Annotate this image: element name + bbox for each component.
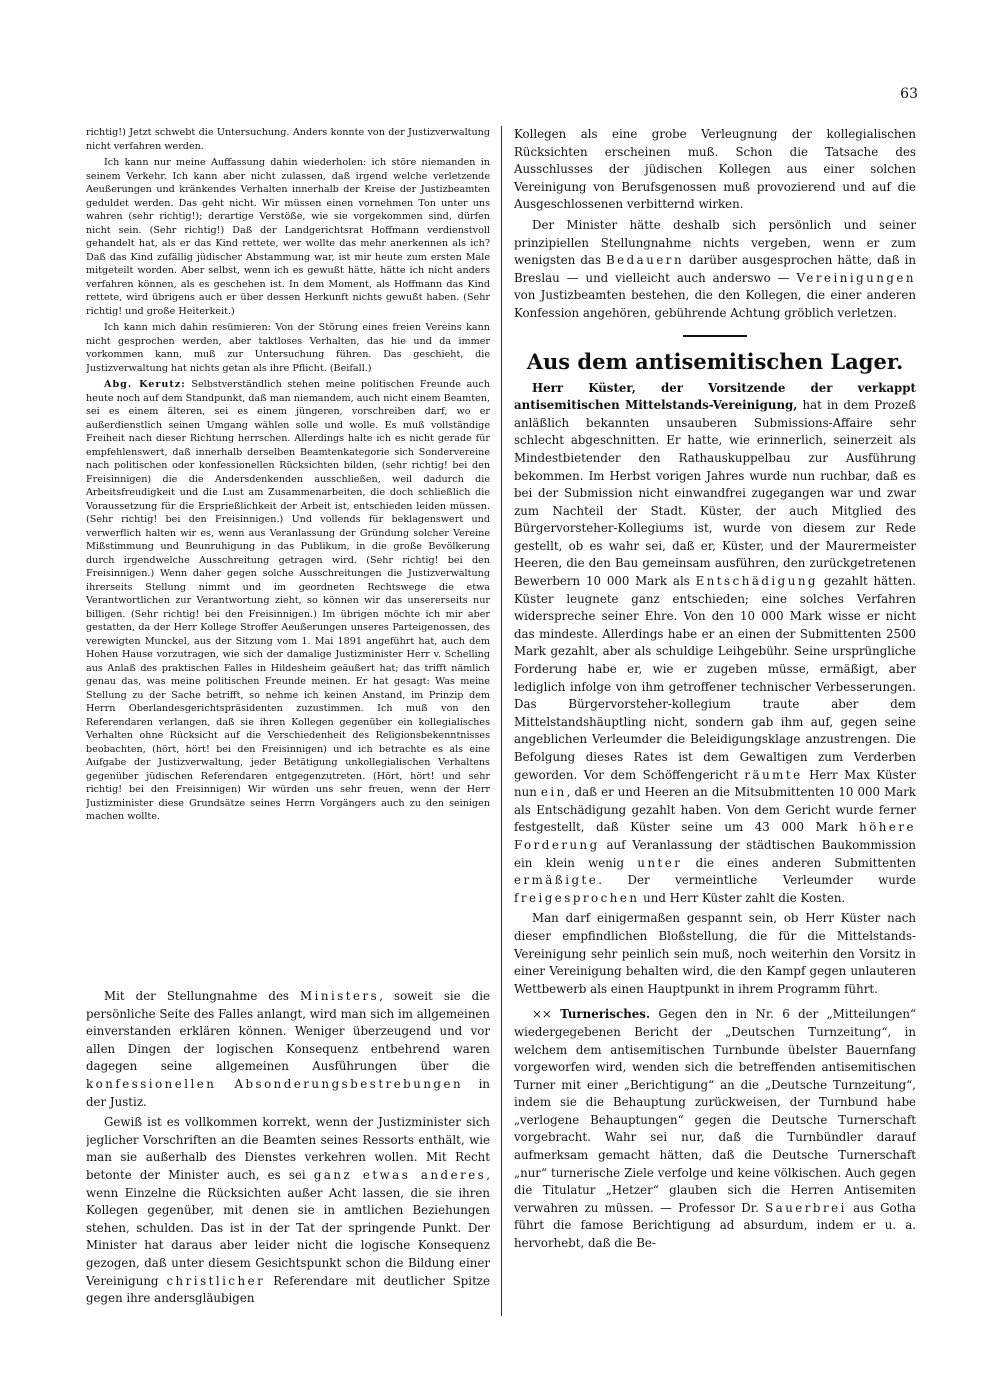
spaced-text: christlicher bbox=[166, 1273, 266, 1288]
spaced-text: ein bbox=[540, 785, 567, 800]
text: gezahlt hätten. Küster leugnete ganz entschieden; eine solches Verfahren widerspreche seiner Ehre. Von den 10 000 Mark wisse er nicht das mindeste. Allerdings habe er an einen der Submittenten 2500 Mark gezahlt, aber als schuldige Leihgebühr. Seine ursprüngliche Forderung habe er, wie er zugeben müsse, ermäßigt, aber lediglich infolge von ihm getroffener technischer Verbesserungen. Das Bürgervorsteher-kollegium traute aber dem Mittelstandshäuptling nicht, sondern gab ihm auf, gegen seine angeblichen Verleumder die Beleidigungsklage anzustrengen. Die Befolgung dieses Rates ist dem Gewaltigen zum Verderben geworden. Vor dem Schöffengericht bbox=[514, 574, 916, 782]
text: auf Veranlassung der städtischen Baukommission ein klein wenig bbox=[514, 837, 916, 870]
spaced-text: unter bbox=[637, 855, 683, 870]
spaced-text: ganz etwas anderes bbox=[313, 1167, 487, 1182]
text: die eines anderen Submittenten bbox=[682, 855, 916, 870]
text: in der Justiz. bbox=[86, 1076, 490, 1109]
section-heading: Aus dem antisemitischen Lager. bbox=[526, 348, 904, 374]
left-column-commentary bbox=[86, 988, 490, 1328]
paragraph: richtig!) Jetzt schwebt die Untersuchung. Anders konnte von der Justizverwaltung nicht verfahren werden. bbox=[86, 127, 490, 152]
paragraph: Kollegen als eine grobe Verleugnung der kollegialischen Rücksichten erscheinen muß. Schon die Tatsache des Ausschlusses der jüdischen Kollegen aus einer solchen Vereinigung von Berufsgenossen muß provozierend und auf die Ausgeschlossenen verbitternd wirken. bbox=[514, 127, 916, 212]
text: aus Gotha führt die famose Berichtigung ad absurdum, indem er u. a. hervorhebt, daß die Be- bbox=[514, 1200, 916, 1251]
paragraph bbox=[514, 217, 916, 323]
paragraph bbox=[86, 378, 490, 824]
right-column bbox=[514, 126, 916, 1351]
spaced-text: Vereinigungen bbox=[796, 270, 916, 285]
spaced-text: höhere Forderung bbox=[514, 820, 916, 852]
column-divider bbox=[501, 126, 502, 1316]
paragraph: Man darf einigermaßen gespannt sein, ob Herr Küster nach dieser empfindlichen Bloßstellung, die für die Mittelstands-Vereinigung sehr peinlich sein muß, noch weiterhin den Vorsitz in einer Vereinigung behalten wird, die den Kampf gegen unlauteren Wettbewerb als einen Hauptpunkt in ihrem Programm führt. bbox=[514, 911, 916, 996]
text: darüber ausgesprochen hätte, daß in Breslau — und vielleicht auch anderswo — bbox=[514, 253, 916, 285]
page-number: 63 bbox=[900, 86, 918, 102]
text: , wenn Einzelne die Rücksichten außer Acht lassen, die sie ihren Kollegen gegenüber, mit denen sie in amtlichen Beziehungen stehen, schulden. Das ist in der Tat der springende Punkt. Der Minister hat daraus aber leider nicht die logische Konsequenz gezogen, daß unter diesem Gesichtspunkt schon die Bildung einer Vereinigung bbox=[86, 1167, 490, 1288]
spaced-text: freigesprochen bbox=[514, 890, 640, 905]
text: Referendare mit deutlicher Spitze gegen ihre andersgläubigen bbox=[86, 1273, 490, 1306]
paragraph bbox=[514, 1006, 916, 1252]
spaced-text: Bedauern bbox=[605, 253, 685, 268]
spaced-text: räumte bbox=[744, 767, 803, 782]
text: , soweit sie die persönliche Seite des Falles anlangt, wird man sich im allgemeinen einverstanden erklären können. Weniger überzeugend und vor allen Dingen der logischen Konsequenz entbehrend waren dagegen seine allgemeinen Ausführungen über die bbox=[86, 989, 490, 1074]
text: Der Minister hätte deshalb sich persönlich und seiner prinzipiellen Stellungnahme nichts vergeben, wenn er zum wenigsten das bbox=[514, 217, 916, 268]
spaced-text: Entschädigung bbox=[695, 574, 818, 589]
section-rule bbox=[683, 335, 747, 337]
paragraph bbox=[86, 988, 490, 1111]
paragraph: Ich kann nur meine Auffassung dahin wiederholen: ich störe niemanden in seinem Verkehr. Ich kann aber nicht zulassen, daß irgend welche verletzende Aeußerungen und kränkendes Verhalten innerhalb der Kreise der Justizbeamten geduldet werden. Das geht nicht. Wir müssen einen vornehmen Ton unter uns wahren (sehr richtig!); derartige Verstöße, wie sie vorgekommen sind, dürfen nicht sein. (Sehr richtig!) Daß der Landgerichtsrat Hoffmann verdienstvoll gehandelt hat, als er das Kind rettete, wer wollte das mehr anerkennen als ich? Daß das Kind zufällig jüdischer Abstammung war, ist mir heute zum ersten Male mitgeteilt worden. Aber selbst, wenn ich es gewußt hätte, hätte ich nicht anders verfahren können, als es geschehen ist. In dem Moment, als Hoffmann das Kind rettete, wird übrigens auch er über dessen Herkunft nichts gewußt haben. (Sehr richtig! und große Heiterkeit.) bbox=[86, 157, 490, 317]
text: hat in dem Prozeß anläßlich bekannten unsauberen Submissions-Affaire sehr schlecht abgeschnitten. Er hatte, wie erinnerlich, seinerzeit als Mindestbietender den Rathauskuppelbau zur Ausführung bekommen. Im Herbst vorigen Jahres wurde nun ruchbar, daß es bei der Submission nicht einwandfrei zugegangen war und zwar zum Nachteil der Stadt. Küster, der auch Mitglied des Bürgervorsteher-Kollegiums ist, wurde von diesem zur Rede gestellt, ob es wahr sei, daß er, Küster, und der Maurermeister Heeren, die den Bau gemeinsam ausführen, den zurückgetretenen Bewerbern 10 000 Mark als bbox=[514, 398, 916, 589]
spaced-text: Ministers bbox=[300, 989, 380, 1003]
paragraph bbox=[86, 1114, 490, 1308]
spaced-text: Sauerbrei bbox=[765, 1200, 847, 1215]
bold-lead: Turnerisches. bbox=[560, 1007, 651, 1022]
speech-text: Selbstverständlich stehen meine politischen Freunde auch heute noch auf dem Standpunkt, daß man niemandem, auch nicht einem Beamten, sei es einem älteren, sei es einem jüngeren, vorschreiben darf, wo er außerdienstlich seinen Umgang wählen solle und wolle. Es muß vollständige Freiheit nach dieser Richtung herrschen. Allerdings halte ich es nicht gerade für empfehlenswert, daß innerhalb derselben Beamtenkategorie sich Sondervereine nach politischen oder konfessionellen Rücksichten bilden, (sehr richtig! bei den Freisinnigen) die die Andersdenkenden ausschließen, weil dadurch die Arbeitsfreudigkeit und die Lust am Zusammenarbeiten, die doch schließlich die Voraussetzung für die Ersprießlichkeit der Arbeit ist, entschieden leiden müssen. (Sehr richtig! bei den Freisinnigen.) Und vollends für beklagenswert und verwerflich halten wir es, wenn aus Veranlassung der Gründung solcher Vereine Mißstimmung und Beunruhigung in das Publikum, in die große Bevölkerung durch irgendwelche Ausschreitung getragen wird. (Sehr richtig! bei den Freisinnigen.) Wenn daher gegen solche Ausschreitungen die Justizverwaltung ihrerseits Stellung nimmt und im geordneten Rechtswege die etwa Verantwortlichen zur Verantwortung zieht, so können wir das unsererseits nur billigen. (Sehr richtig! bei den Freisinnigen.) Im übrigen möchte ich mir aber gestatten, da der Herr Kollege Stroffer Aeußerungen unseres Parteigenossen, des verewigten Munckel, aus der Sitzung vom 1. Mai 1891 angeführt hat, auch dem Hohen Hause vorzutragen, wie sich der damalige Justizminister Herr v. Schelling aus Anlaß des praktischen Falles in Hildesheim geäußert hat; das trifft nämlich genau das, was meine politischen Freunde meinen. Er hat gesagt: Was meine Stellung zu der Sache betrifft, so nehme ich keinen Anstand, im Prinzip dem Herrn Oberlandesgerichtspräsidenten zuzustimmen. Ich muß von den Referendaren verlangen, daß sie ihren Kollegen gegenüber ein kollegialisches Verhalten ohne Rücksicht auf die Verschiedenheit des Religionsbekenntnisses beobachten, (hört, hört! bei den Freisinnigen) und ich betrachte es als eine Aufgabe der Justizverwaltung, jeder Betätigung unkollegialischen Verhaltens gegenüber jüdischen Referendaren entgegenzutreten. (Hört, hört! und sehr richtig! bei den Freisinnigen) Wir würden uns sehr freuen, wenn der Herr Justizminister diese Grundsätze seines Herrn Vorgängers auch zu den seinigen machen wollte. bbox=[86, 379, 490, 822]
bold-lead: Herr Küster, der Vorsitzende der verkappt antisemitischen Mittelstands-Vereinigung, bbox=[514, 380, 916, 413]
text: Mit der Stellungnahme des bbox=[104, 989, 301, 1003]
speaker-name: Abg. Kerutz: bbox=[104, 379, 186, 390]
text: und Herr Küster zahlt die Kosten. bbox=[639, 890, 846, 905]
paragraph bbox=[514, 380, 916, 908]
text: Gewiß ist es vollkommen korrekt, wenn der Justizminister sich jeglicher Vorschriften an die Beamten seines Ressorts enthält, wie man sie außerhalb des Dienstes verkehren wollen. Mit Recht betonte der Minister auch, es sei bbox=[86, 1115, 490, 1182]
paragraph: Ich kann mich dahin resümieren: Von der Störung eines freien Vereins kann nicht gesprochen werden, aber taktloses Verhalten, das hie und da immer vorkommen kann, muß zur Untersuchung führen. Das geschieht, die Justizverwaltung hat nichts getan als ihre Pflicht. (Beifall.) bbox=[86, 322, 490, 374]
text: , daß er und Heeren an die Mitsubmittenten 10 000 Mark als Entschädigung gezahlt haben. Von dem Gericht wurde ferner festgestellt, daß Küster seine um 43 000 Mark bbox=[514, 785, 916, 835]
text: Herr Max Küster nun bbox=[514, 767, 916, 800]
section-marker: ×× bbox=[532, 1007, 561, 1022]
text: . Der vermeintliche Verleumder wurde bbox=[598, 873, 916, 888]
spaced-text: konfessionellen Absonderungsbestrebungen bbox=[86, 1076, 464, 1091]
spaced-text: ermäßigte bbox=[514, 873, 599, 888]
text: von Justizbeamten bestehen, die den Kollegen, die einer anderen Konfession angehören, gebührende Achtung gröblich verletzen. bbox=[514, 288, 916, 320]
text: Gegen den in Nr. 6 der „Mitteilungen“ wiedergegebenen Bericht der „Deutschen Turnzeitung“, in welchem dem antisemitischen Turnbunde übelster Bauernfang vorgeworfen wird, wenden sich die betreffenden antisemitischen Turner mit einer „Berichtigung“ an die „Deutsche Turnzeitung“, indem sie die Behauptung zurückweisen, der Turnbund habe „verlogene Behauptungen“ gegen die Deutsche Turnerschaft vorgebracht. Wahr sei nur, daß die Turnbündler darauf aufmerksam gemacht hätten, daß die Deutsche Turnerschaft „nur“ turnerische Ziele verfolge und keine völkischen. Auch gegen die Titulatur „Hetzer“ glauben sich die Herren Antisemiten verwahren zu müssen. — Professor Dr. bbox=[514, 1007, 916, 1215]
